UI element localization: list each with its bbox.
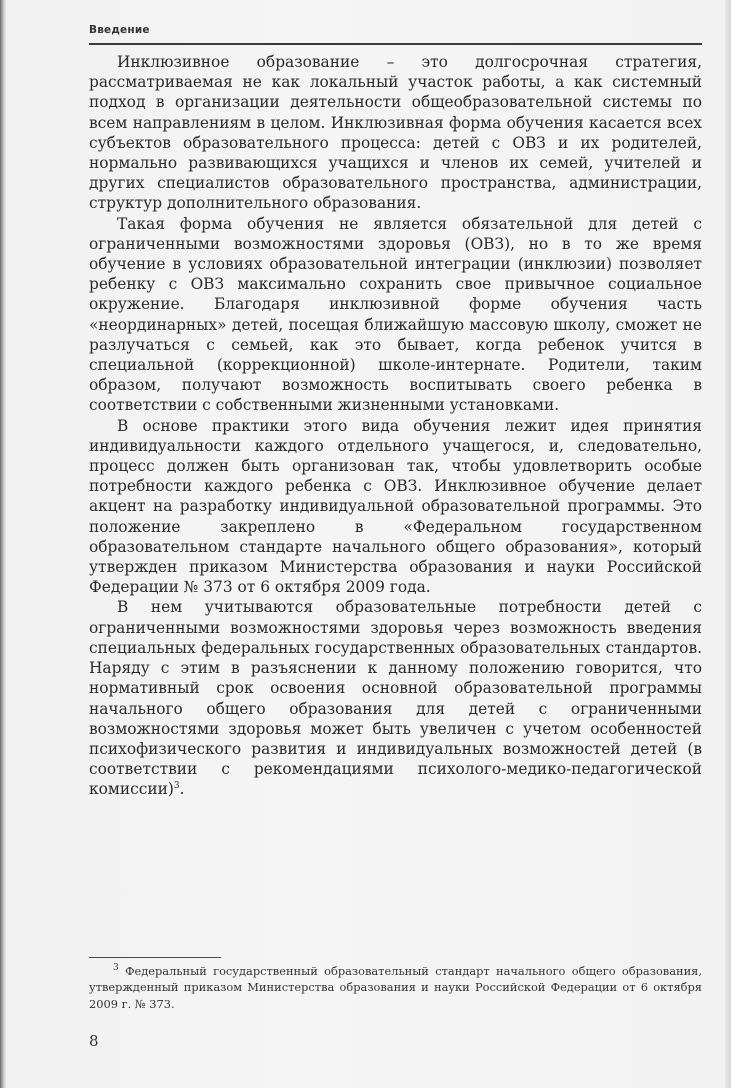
page-right-edge	[725, 0, 731, 1088]
footnote	[89, 963, 702, 1012]
footnote-reference: 3	[173, 781, 180, 792]
page-number: 8	[89, 1032, 99, 1050]
footnote-rule	[89, 957, 221, 958]
running-head: Введение	[89, 24, 150, 36]
paragraph: Такая форма обучения не является обязательной для детей с ограниченными возможностями здоровья (ОВЗ), но в то же время обучение в условиях образовательной интеграции (инклюзии) позволяет ребенку с ОВЗ максимально сохранить свое привычное социальное окружение. Благодаря инклюзивной форме обучения часть «неординарных» детей, посещая ближайшую массовую школу, сможет не разлучаться с семьей, как это бывает, когда ребенок учится в специальной (коррекционной) школе-интернате. Родители, таким образом, получают возможность воспитывать своего ребенка в соответствии с собственными жизненными установками.	[89, 214, 702, 415]
paragraph: В основе практики этого вида обучения лежит идея принятия индивидуальности каждого отдельного учащегося, и, следовательно, процесс должен быть организован так, чтобы удовлетворить особые потребности каждого ребенка с ОВЗ. Инклюзивное обучение делает акцент на разработку индивидуальной образовательной программы. Это положение закреплено в «Федеральном государственном образовательном стандарте начального общего образования», который утвержден приказом Министерства образования и науки Российской Федерации № 373 от 6 октября 2009 года.	[89, 416, 702, 597]
header-rule	[89, 43, 702, 45]
paragraph: В нем учитываются образовательные потребности детей с ограниченными возможностями здоровья через возможность введения специальных федеральных государственных образовательных стандартов. Наряду с этим в разъяснении к данному положению говорится, что нормативный срок освоения основной образовательной программы начального общего образования для детей с ограниченными возможностями здоровья может быть увеличен с учетом особенностей психофизического развития и индивидуальных возможностей детей (в соответствии с рекомендациями психолого-медико-педагогической комиссии)$^3$.	[89, 598, 702, 799]
footnote-text	[89, 963, 702, 1012]
footnote-body: Федеральный государственный образовательный стандарт начального общего образования, утвержденный приказом Министерства образования и науки Российской Федерации от 6 октября 2009 г. № 373.	[89, 964, 702, 1011]
footnote-number: 3	[113, 963, 119, 974]
paragraph: Инклюзивное образование – это долгосрочная стратегия, рассматриваемая не как локальный участок работы, а как системный подход в организации деятельности общеобразовательной системы по всем направлениям в целом. Инклюзивная форма обучения касается всех субъектов образовательного процесса: детей с ОВЗ и их родителей, нормально развивающихся учащихся и членов их семей, учителей и других специалистов образовательного пространства, администрации, структур дополнительного образования.	[89, 53, 702, 213]
paragraph-text: В нем учитываются образовательные потребности детей с ограниченными возможностями здоровья через возможность введения специальных федеральных государственных образовательных стандартов. Наряду с этим в разъяснении к данному положению говорится, что нормативный срок освоения основной образовательной программы начального общего образования для детей с ограниченными возможностями здоровья может быть увеличен с учетом особенностей психофизического развития и индивидуальных возможностей детей (в соответствии с рекомендациями психолого-медико-педагогической комиссии)	[89, 598, 702, 799]
body-text	[89, 52, 702, 800]
